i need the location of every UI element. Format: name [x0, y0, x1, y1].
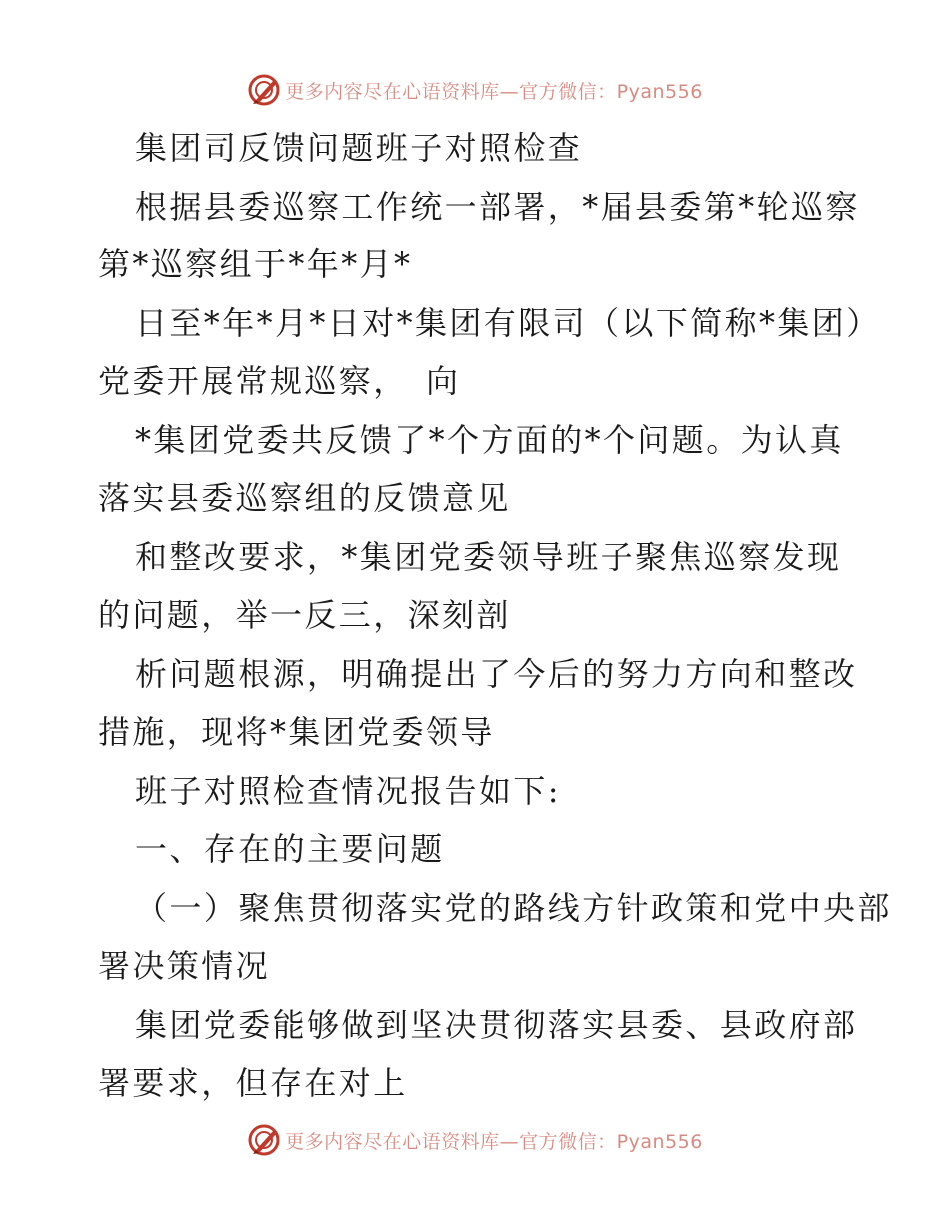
header-banner — [0, 70, 950, 110]
paragraph-line: 和整改要求，*集团党委领导班子聚焦巡察发现 — [135, 538, 842, 576]
paragraph-line: 署要求，但存在对上 — [98, 1064, 408, 1102]
paragraph-line: 根据县委巡察工作统一部署，*届县委第*轮巡察 — [135, 188, 860, 226]
paragraph-line: 班子对照检查情况报告如下: — [135, 772, 561, 810]
header-banner-text: 更多内容尽在心语资料库—官方微信：Pyan556 — [285, 80, 703, 103]
pen-circle-logo-icon — [247, 1123, 281, 1157]
subsection-heading: （一）聚焦贯彻落实党的路线方针政策和党中央部 — [135, 889, 892, 927]
paragraph-line: 的问题，举一反三，深刻剖 — [98, 596, 511, 634]
subsection-heading-continued: 署决策情况 — [98, 947, 271, 985]
section-heading: 一、存在的主要问题 — [135, 830, 445, 868]
paragraph-line: 集团党委能够做到坚决贯彻落实县委、县政府部 — [135, 1006, 858, 1044]
pen-circle-logo-icon — [247, 73, 281, 107]
paragraph-line: *集团党委共反馈了*个方面的*个问题。为认真 — [135, 421, 844, 459]
footer-banner-text: 更多内容尽在心语资料库—官方微信：Pyan556 — [285, 1130, 703, 1153]
paragraph-line: 措施，现将*集团党委领导 — [98, 713, 495, 751]
paragraph-line: 日至*年*月*日对*集团有限司（以下简称*集团） — [135, 304, 881, 342]
paragraph-line: 析问题根源，明确提出了今后的努力方向和整改 — [135, 655, 858, 693]
paragraph-line: 落实县委巡察组的反馈意见 — [98, 479, 511, 517]
document-title: 集团司反馈问题班子对照检查 — [135, 129, 583, 167]
footer-banner — [0, 1120, 950, 1160]
paragraph-line: 第*巡察组于*年*月* — [98, 245, 413, 283]
paragraph-line: 党委开展常规巡察， 向 — [98, 362, 461, 400]
